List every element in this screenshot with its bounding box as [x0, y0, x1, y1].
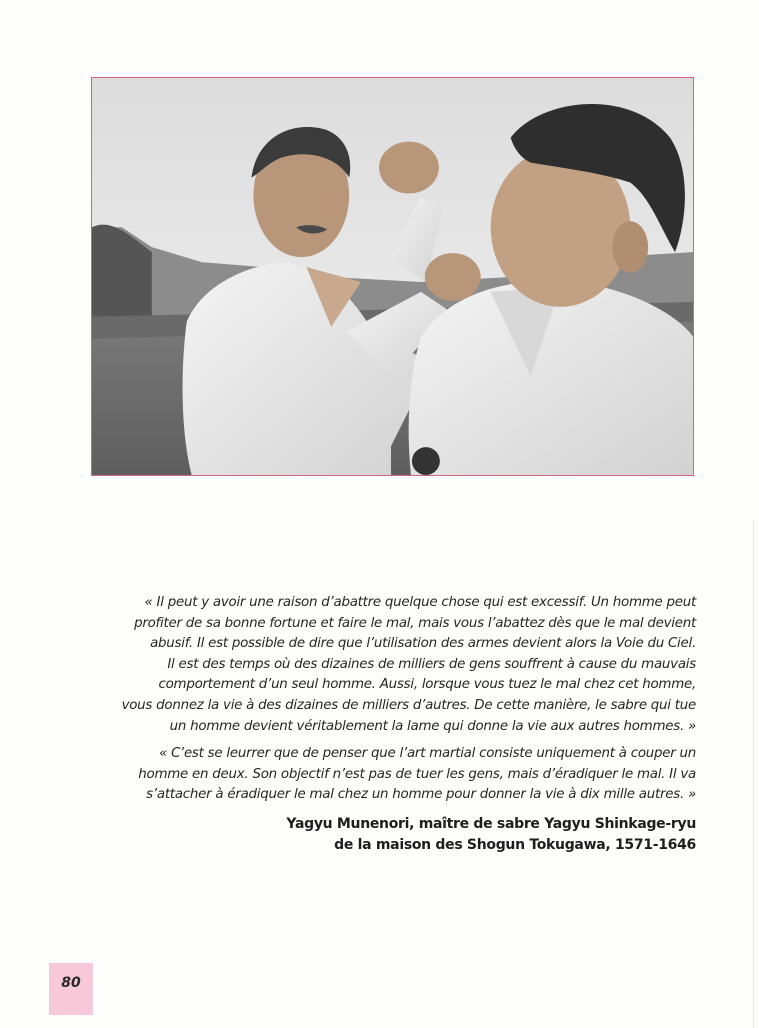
quote-block [118, 593, 696, 856]
quote-line: « C’est se leurrer que de penser que l’art martial consiste uniquement à couper un [159, 746, 696, 762]
quote-2 [118, 744, 696, 806]
quote-line: vous donnez la vie à des dizaines de milliers d’autres. De cette manière, le sabre qui tue [121, 697, 696, 713]
photo-illustration [92, 78, 693, 475]
quote-line: s’attacher à éradiquer le mal chez un homme pour donner la vie à dix mille autres. » [146, 787, 696, 803]
quote-line: comportement d’un seul homme. Aussi, lorsque vous tuez le mal chez cet homme, [158, 677, 696, 693]
quote-line: Il est des temps où des dizaines de milliers de gens souffrent à cause du mauvais [167, 656, 696, 672]
quote-line: homme en deux. Son objectif n’est pas de tuer les gens, mais d’éradiquer le mal. Il va [138, 766, 696, 782]
page-number: 80 [49, 963, 93, 1015]
page-edge-divider [753, 520, 754, 1028]
attribution-line-1: Yagyu Munenori, maître de sabre Yagyu Shinkage-ryu [286, 815, 696, 832]
quote-1 [118, 593, 696, 737]
quote-line: profiter de sa bonne fortune et faire le mal, mais vous l’abattez dès que le mal devient [134, 615, 696, 631]
quote-line: abusif. Il est possible de dire que l’utilisation des armes devient alors la Voie du Ciel. [150, 636, 696, 652]
attribution [118, 814, 696, 856]
quote-line: un homme devient véritablement la lame qui donne la vie aux autres hommes. » [169, 718, 696, 734]
attribution-line-2: de la maison des Shogun Tokugawa, 1571-1646 [334, 836, 696, 853]
photo [91, 77, 694, 476]
quote-line: « Il peut y avoir une raison d’abattre quelque chose qui est excessif. Un homme peut [144, 595, 696, 610]
